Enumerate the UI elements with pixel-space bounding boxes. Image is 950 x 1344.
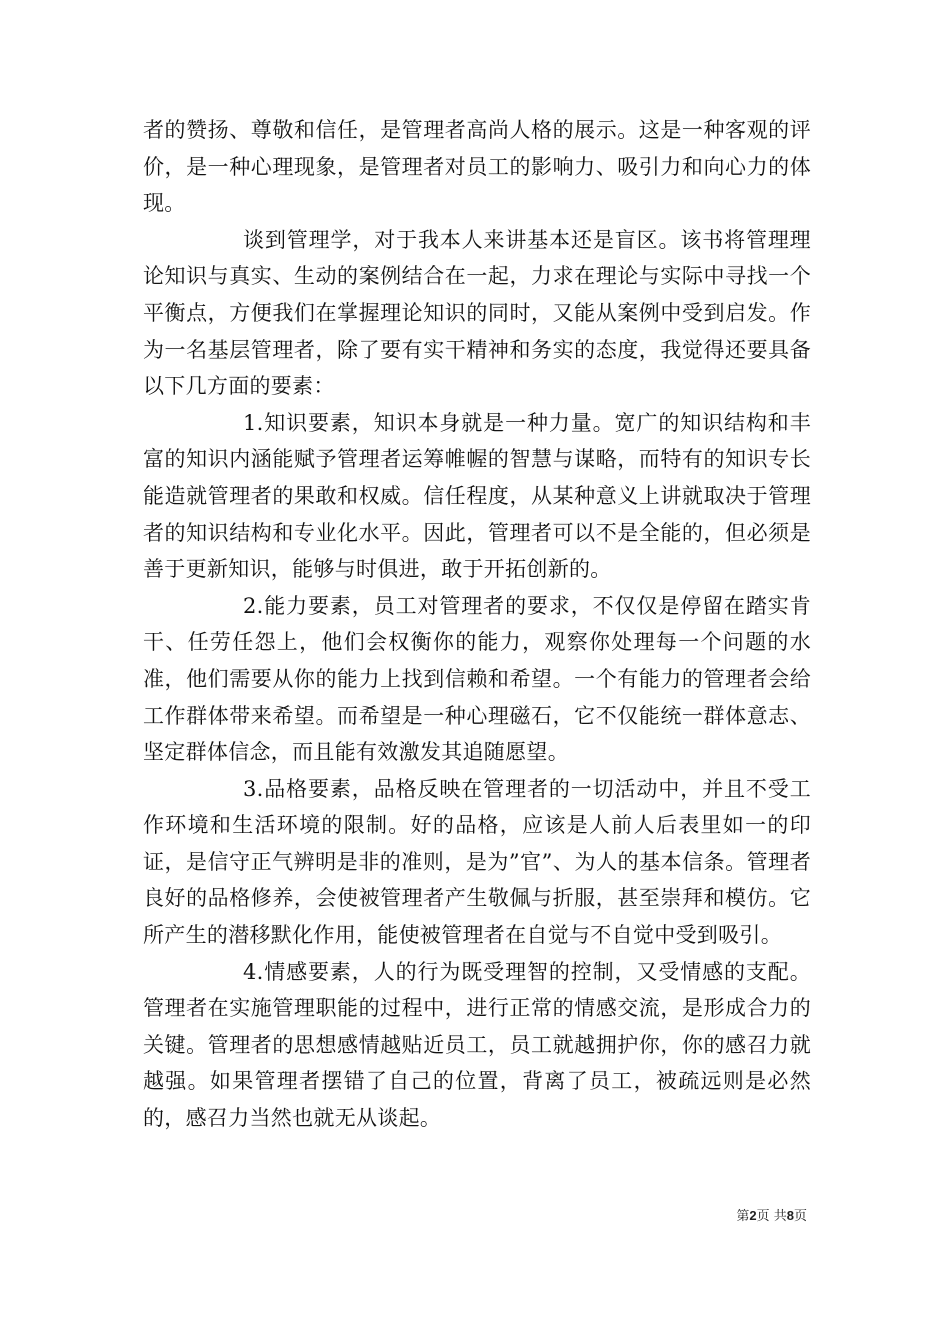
footer-middle: 页 共 xyxy=(756,1209,787,1224)
paragraph-continuation: 者的赞扬、尊敬和信任，是管理者高尚人格的展示。这是一种客观的评价，是一种心理现象，是管理者对员工的影响力、吸引力和向心力的体现。 xyxy=(143,118,811,216)
paragraph-knowledge: 1.知识要素，知识本身就是一种力量。宽广的知识结构和丰富的知识内涵能赋予管理者运筹帷幄的智慧与谋略，而特有的知识专长能造就管理者的果敢和权威。信任程度，从某种意义上讲就取决于管理者的知识结构和专业化水平。因此，管理者可以不是全能的，但必须是善于更新知识，能够与时俱进，敢于开拓创新的。 xyxy=(143,410,811,582)
current-page-number: 2 xyxy=(749,1208,757,1223)
paragraph-character: 3.品格要素，品格反映在管理者的一切活动中，并且不受工作环境和生活环境的限制。好的品格，应该是人前人后表里如一的印证，是信守正气辨明是非的准则，是为”官”、为人的基本信条。管理者良好的品格修养，会使被管理者产生敬佩与折服，甚至崇拜和模仿。它所产生的潜移默化作用，能使被管理者在自觉与不自觉中受到吸引。 xyxy=(143,776,811,948)
footer-prefix: 第 xyxy=(736,1209,750,1224)
paragraph-intro: 谈到管理学，对于我本人来讲基本还是盲区。该书将管理理论知识与真实、生动的案例结合在一起，力求在理论与实际中寻找一个平衡点，方便我们在掌握理论知识的同时，又能从案例中受到启发。作为一名基层管理者，除了要有实干精神和务实的态度，我觉得还要具备以下几方面的要素： xyxy=(143,227,811,399)
paragraph-emotion: 4.情感要素，人的行为既受理智的控制，又受情感的支配。管理者在实施管理职能的过程中，进行正常的情感交流，是形成合力的关键。管理者的思想感情越贴近员工，员工就越拥护你，你的感召力就越强。如果管理者摆错了自己的位置，背离了员工，被疏远则是必然的，感召力当然也就无从谈起。 xyxy=(143,959,811,1131)
body-text xyxy=(143,112,811,1137)
footer-suffix: 页 xyxy=(793,1209,807,1224)
paragraph-ability: 2.能力要素，员工对管理者的要求，不仅仅是停留在踏实肯干、任劳任怨上，他们会权衡你的能力，观察你处理每一个问题的水准，他们需要从你的能力上找到信赖和希望。一个有能力的管理者会给工作群体带来希望。而希望是一种心理磁石，它不仅能统一群体意志、坚定群体信念，而且能有效激发其追随愿望。 xyxy=(143,593,811,765)
total-pages-number: 8 xyxy=(786,1208,794,1223)
page-number-footer xyxy=(736,1205,807,1224)
